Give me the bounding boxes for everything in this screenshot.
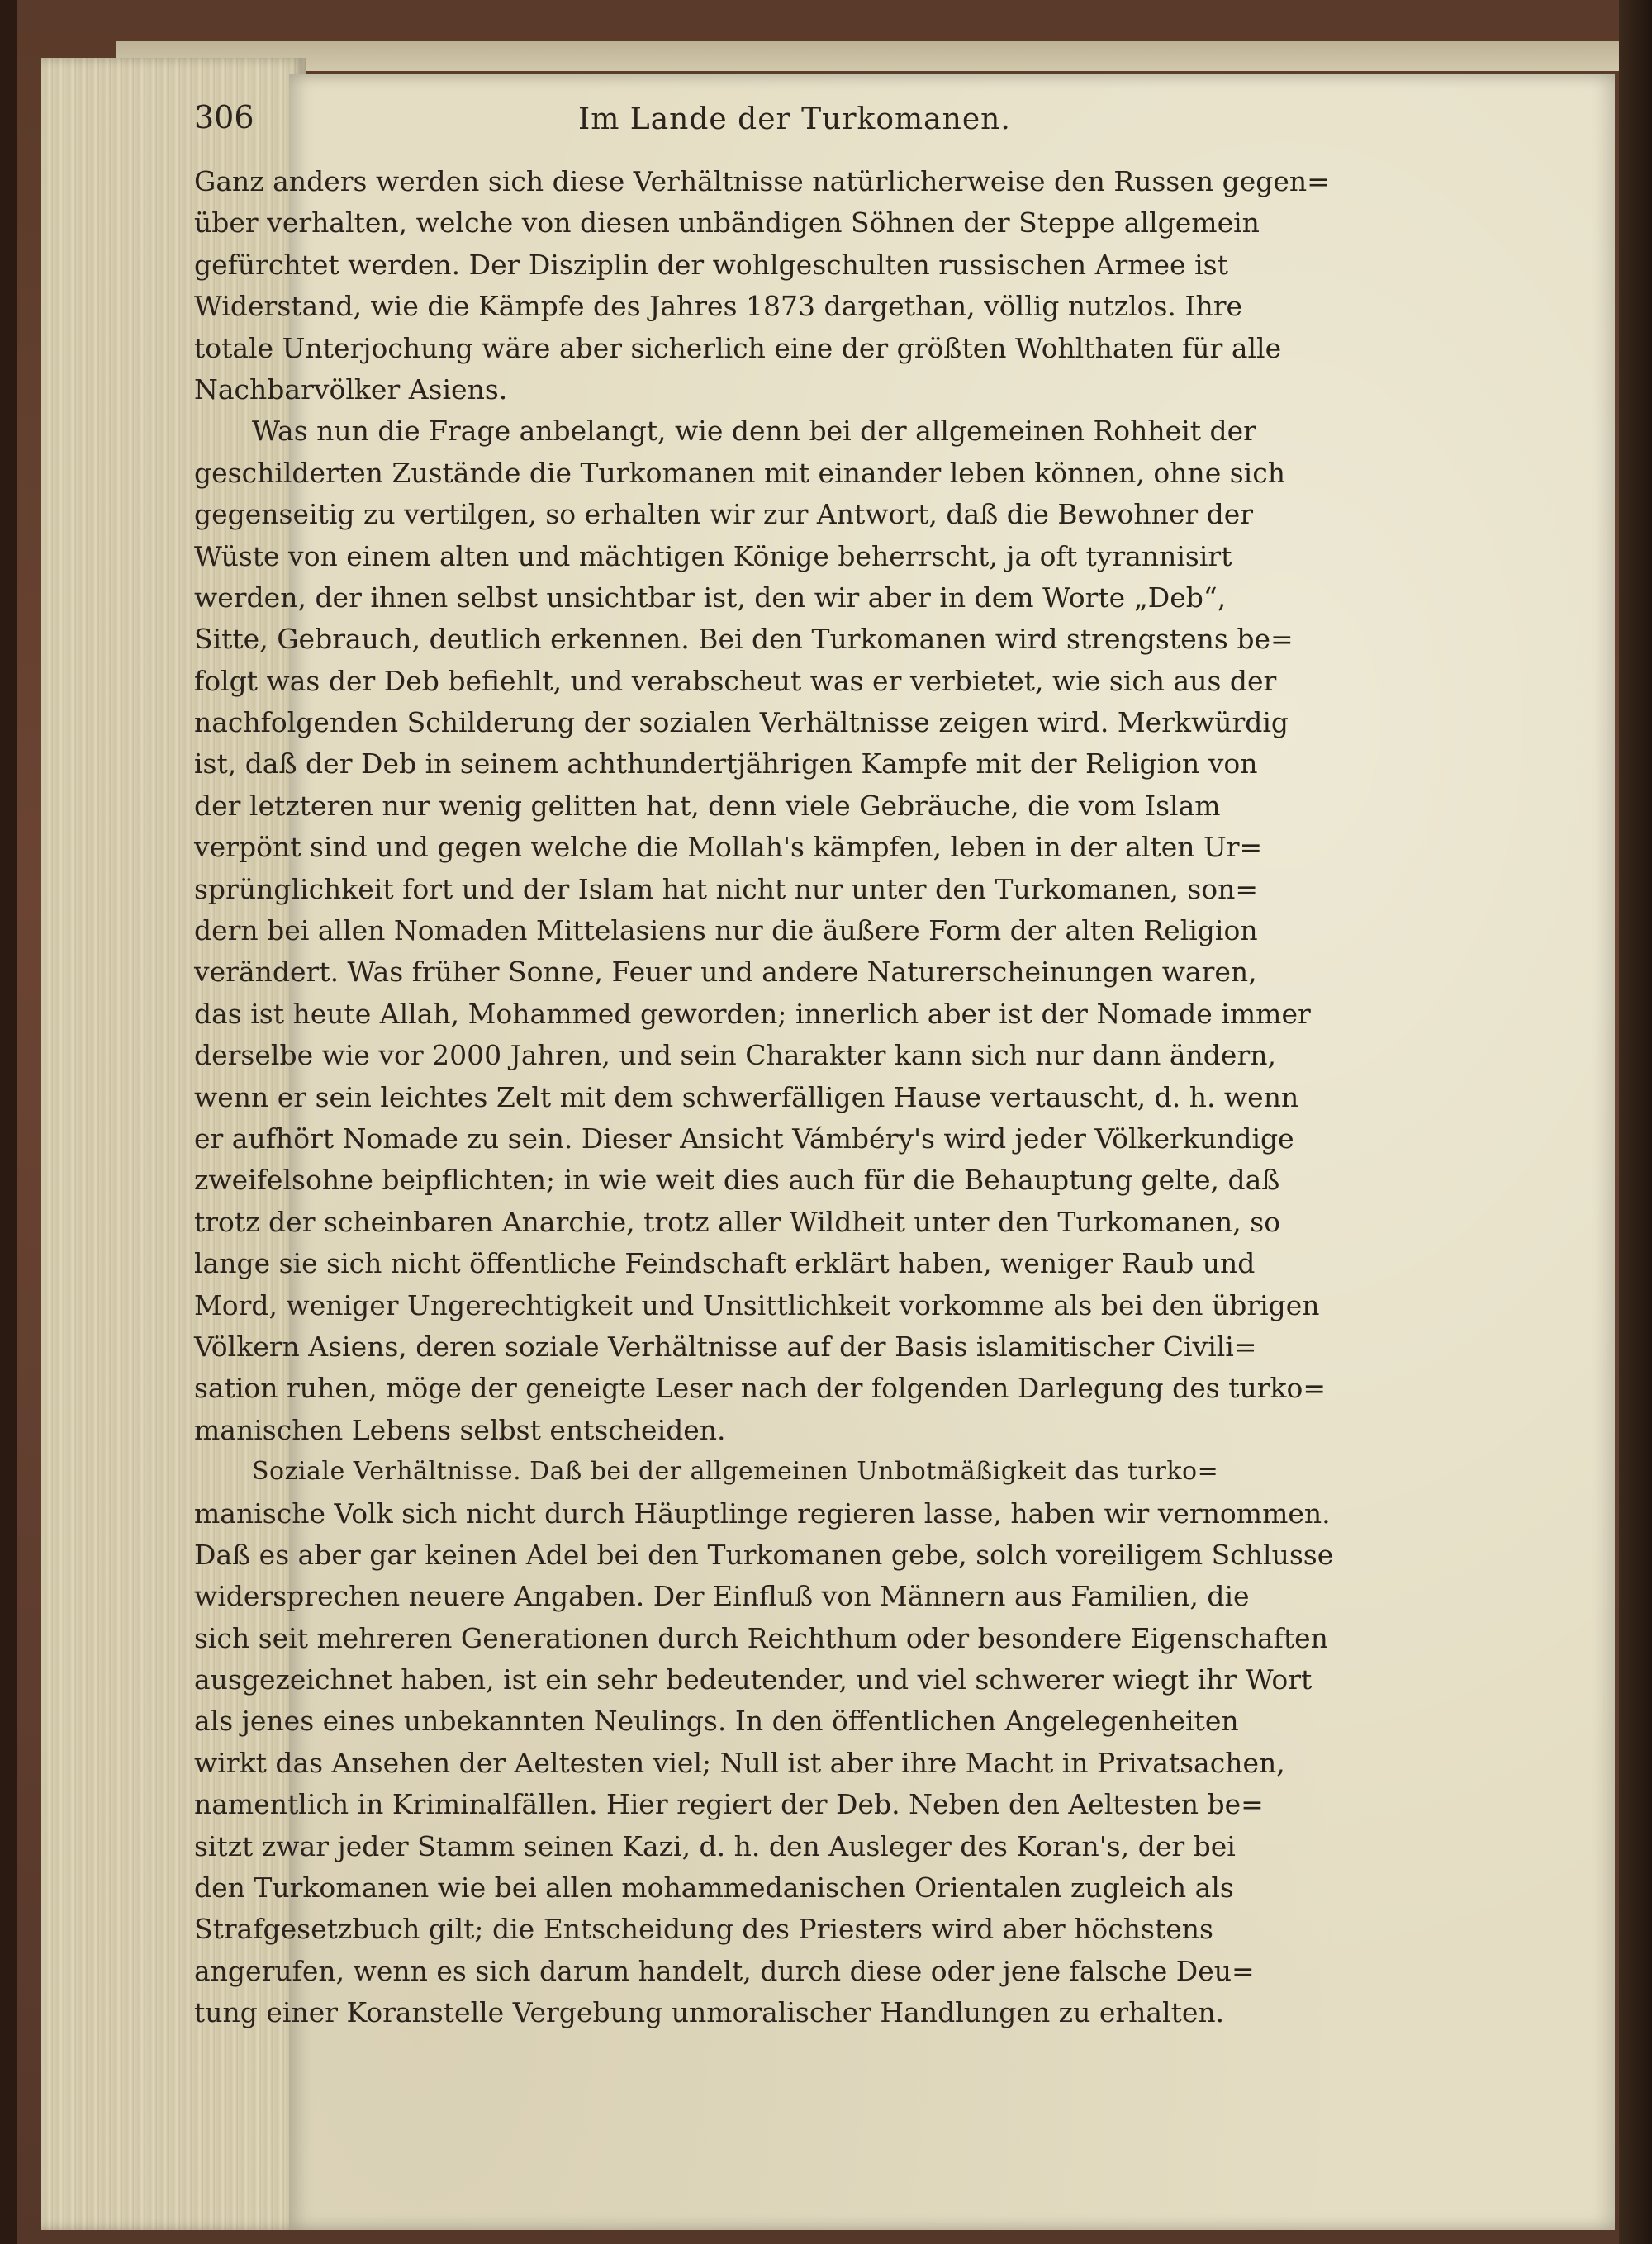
text-line: gegenseitig zu vertilgen, so erhalten wir zur Antwort, daß die Bewohner der: [194, 498, 1254, 531]
text-line: sich seit mehreren Generationen durch Reichthum oder besondere Eigenschaften: [194, 1621, 1328, 1654]
text-line: Sitte, Gebrauch, deutlich erkennen. Bei den Turkomanen wird strengstens be=: [194, 623, 1294, 656]
text-line: Daß es aber gar keinen Adel bei den Turkomanen gebe, solch voreiligem Schlusse: [194, 1538, 1334, 1571]
text-line: trotz der scheinbaren Anarchie, trotz aller Wildheit unter den Turkomanen, so: [194, 1205, 1281, 1238]
text-line: verpönt sind und gegen welche die Mollah's kämpfen, leben in der alten Ur=: [194, 831, 1263, 864]
text-line: er aufhört Nomade zu sein. Dieser Ansicht Vámbéry's wird jeder Völkerkundige: [194, 1122, 1294, 1155]
text-line: Widerstand, wie die Kämpfe des Jahres 1873 dargethan, völlig nutzlos. Ihre: [194, 290, 1243, 323]
text-line: widersprechen neuere Angaben. Der Einfluß von Männern aus Familien, die: [194, 1580, 1250, 1613]
text-line: über verhalten, welche von diesen unbändigen Söhnen der Steppe allgemein: [194, 206, 1260, 240]
text-line: lange sie sich nicht öffentliche Feindschaft erklärt haben, weniger Raub und: [194, 1247, 1256, 1280]
text-line: Nachbarvölker Asiens.: [194, 372, 508, 406]
text-line: angerufen, wenn es sich darum handelt, durch diese oder jene falsche Deu=: [194, 1954, 1255, 1987]
page-header: [194, 99, 1268, 149]
text-line: wenn er sein leichtes Zelt mit dem schwerfälligen Hause vertauscht, d. h. wenn: [194, 1080, 1299, 1113]
text-line: sation ruhen, möge der geneigte Leser nach der folgenden Darlegung des turko=: [194, 1372, 1326, 1405]
text-line: nachfolgenden Schilderung der sozialen Verhältnisse zeigen wird. Merkwürdig: [194, 706, 1289, 739]
text-line: Wüste von einem alten und mächtigen Könige beherrscht, ja oft tyrannisirt: [194, 539, 1232, 572]
text-line: derselbe wie vor 2000 Jahren, und sein Charakter kann sich nur dann ändern,: [194, 1039, 1276, 1072]
text-line: werden, der ihnen selbst unsichtbar ist, den wir aber in dem Worte „Deb“,: [194, 581, 1227, 614]
text-line: das ist heute Allah, Mohammed geworden; innerlich aber ist der Nomade immer: [194, 997, 1311, 1030]
book-edge-right: [1619, 0, 1652, 2244]
text-line: tung einer Koranstelle Vergebung unmoralischer Handlungen zu erhalten.: [194, 1996, 1225, 2029]
text-line: sitzt zwar jeder Stamm seinen Kazi, d. h. den Ausleger des Koran's, der bei: [194, 1829, 1236, 1862]
text-line: Strafgesetzbuch gilt; die Entscheidung des Priesters wird aber höchstens: [194, 1913, 1213, 1946]
paragraph: [194, 161, 1330, 410]
text-line: zweifelsohne beipflichten; in wie weit dies auch für die Behauptung gelte, daß: [194, 1164, 1280, 1197]
text-line: geschilderten Zustände die Turkomanen mit einander leben können, ohne sich: [194, 456, 1285, 489]
text-line: namentlich in Kriminalfällen. Hier regiert der Deb. Neben den Aeltesten be=: [194, 1788, 1264, 1821]
text-line: ist, daß der Deb in seinem achthundertjährigen Kampfe mit der Religion von: [194, 747, 1258, 780]
text-line: Mord, weniger Ungerechtigkeit und Unsittlichkeit vorkomme als bei den übrigen: [194, 1288, 1320, 1321]
text-line: wirkt das Ansehen der Aeltesten viel; Null ist aber ihre Macht in Privatsachen,: [194, 1746, 1285, 1779]
text-line: gefürchtet werden. Der Disziplin der wohlgeschulten russischen Armee ist: [194, 248, 1228, 281]
text-line: dern bei allen Nomaden Mittelasiens nur die äußere Form der alten Religion: [194, 914, 1258, 947]
text-line: als jenes eines unbekannten Neulings. In den öffentlichen Angelegenheiten: [194, 1705, 1239, 1738]
text-line: Soziale Verhältnisse. Daß bei der allgemeinen Unbotmäßigkeit das turko=: [252, 1457, 1219, 1487]
text-line: manische Volk sich nicht durch Häuptlinge regieren lasse, haben wir vernommen.: [194, 1497, 1331, 1530]
text-line: Völkern Asiens, deren soziale Verhältnisse auf der Basis islamitischer Civili=: [194, 1330, 1257, 1363]
text-line: den Turkomanen wie bei allen mohammedanischen Orientalen zugleich als: [194, 1872, 1234, 1905]
text-line: Ganz anders werden sich diese Verhältnisse natürlicherweise den Russen gegen=: [194, 165, 1330, 197]
text-line: folgt was der Deb befiehlt, und verabscheut was er verbietet, wie sich aus der: [194, 664, 1277, 697]
text-line: der letzteren nur wenig gelitten hat, denn viele Gebräuche, die vom Islam: [194, 789, 1221, 822]
text-line: Was nun die Frage anbelangt, wie denn bei der allgemeinen Rohheit der: [252, 415, 1256, 448]
text-line: sprünglichkeit fort und der Islam hat nicht nur unter den Turkomanen, son=: [194, 872, 1259, 905]
page-top-edges: [116, 41, 1652, 71]
page-number: 306: [194, 99, 254, 135]
text-line: manischen Lebens selbst entscheiden.: [194, 1413, 726, 1446]
paragraph: [194, 410, 1326, 1451]
body-text: [194, 161, 1334, 2034]
running-head: Im Lande der Turkomanen.: [578, 102, 1011, 136]
text-line: totale Unterjochung wäre aber sicherlich eine der größten Wohlthaten für alle: [194, 331, 1282, 364]
text-line: ausgezeichnet haben, ist ein sehr bedeutender, und viel schwerer wiegt ihr Wort: [194, 1663, 1313, 1696]
paragraph: [194, 1451, 1334, 2033]
text-line: verändert. Was früher Sonne, Feuer und andere Naturerscheinungen waren,: [194, 956, 1257, 989]
